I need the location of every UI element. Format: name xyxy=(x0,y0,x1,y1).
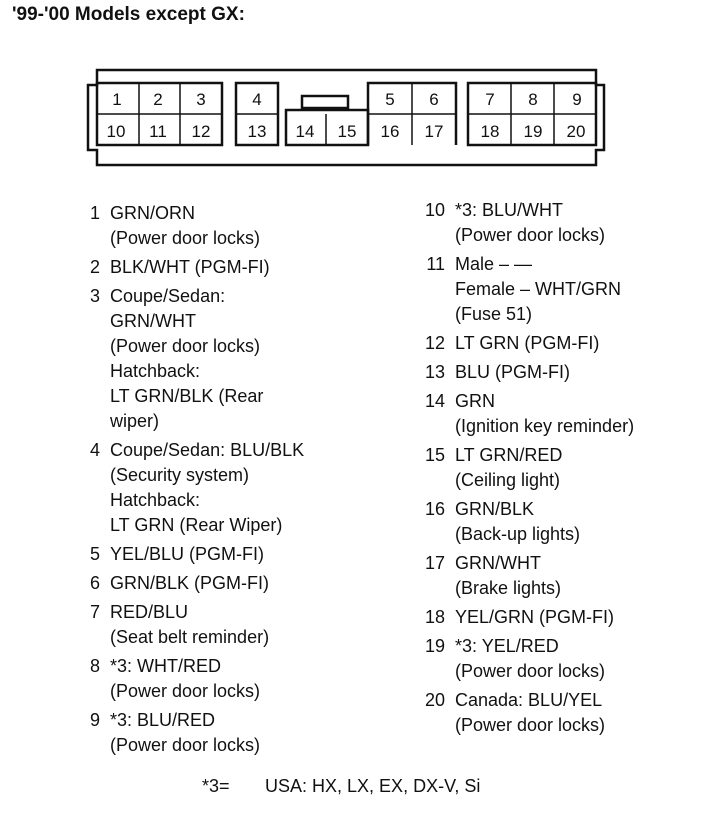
pin-entry-line: Coupe/Sedan: BLU/BLK xyxy=(110,440,305,460)
pin-entry xyxy=(425,551,710,601)
pin-entry-number: 6 xyxy=(89,573,100,593)
pin-label: 13 xyxy=(247,122,267,141)
pin-entry-line: (Ceiling light) xyxy=(455,470,561,490)
pin-entry xyxy=(80,600,400,650)
pin-entry xyxy=(425,198,710,248)
pin-entry-line: Male – — xyxy=(455,254,533,274)
pin-entry-line: (Security system) xyxy=(110,465,250,485)
pin-entry-line: GRN/WHT xyxy=(455,553,541,573)
pin-label: 5 xyxy=(385,90,395,109)
pin-label: 3 xyxy=(196,90,206,109)
pin-entry-number: 13 xyxy=(425,362,446,382)
pin-entry xyxy=(425,688,710,738)
pin-entry-number: 17 xyxy=(425,553,446,573)
pin-entry xyxy=(425,605,710,630)
pin-entry-line: (Power door locks) xyxy=(110,735,261,755)
pin-entry-line: Coupe/Sedan: xyxy=(110,286,226,306)
pin-entry-number: 4 xyxy=(89,440,100,460)
pin-entry-line: LT GRN/BLK (Rear xyxy=(110,386,264,406)
pin-list-left xyxy=(80,201,400,762)
pin-label: 18 xyxy=(480,122,500,141)
page-title: '99-'00 Models except GX: xyxy=(12,4,245,25)
pin-entry xyxy=(80,284,400,434)
pin-label: 1 xyxy=(112,90,122,109)
pin-label: 10 xyxy=(106,122,126,141)
pin-entry-number: 19 xyxy=(425,636,446,656)
pin-entry-number: 16 xyxy=(425,499,446,519)
pin-entry xyxy=(80,542,400,567)
pin-entry xyxy=(80,255,400,280)
pin-entry-line: (Ignition key reminder) xyxy=(455,416,635,436)
pin-label: 7 xyxy=(485,90,495,109)
connector-diagram xyxy=(0,0,711,200)
pin-entry-number: 8 xyxy=(89,656,100,676)
pin-entry-line: wiper) xyxy=(110,411,160,431)
pin-entry-number: 10 xyxy=(425,200,446,220)
pin-label: 9 xyxy=(572,90,582,109)
pin-entry xyxy=(425,360,710,385)
footnote xyxy=(202,776,480,797)
pin-entry-line: YEL/BLU (PGM-FI) xyxy=(110,544,265,564)
pin-entry xyxy=(425,634,710,684)
pin-entry-number: 12 xyxy=(425,333,446,353)
pin-entry-number: 7 xyxy=(89,602,100,622)
pin-entry-line: YEL/GRN (PGM-FI) xyxy=(455,607,615,627)
pin-entry xyxy=(425,252,710,327)
pin-entry-line: (Seat belt reminder) xyxy=(110,627,270,647)
pin-entry-line: BLK/WHT (PGM-FI) xyxy=(110,257,270,277)
pin-entry-line: (Brake lights) xyxy=(455,578,562,598)
pin-entry-number: 20 xyxy=(425,690,446,710)
pin-entry xyxy=(80,571,400,596)
pin-entry-line: GRN/ORN xyxy=(110,203,195,223)
pin-entry xyxy=(425,497,710,547)
pin-entry-line: *3: WHT/RED xyxy=(110,656,222,676)
pin-entry-number: 5 xyxy=(89,544,100,564)
pin-entry-line: LT GRN (PGM-FI) xyxy=(455,333,600,353)
pin-entry xyxy=(425,389,710,439)
pin-entry-line: (Power door locks) xyxy=(455,715,606,735)
footnote-key: *3= xyxy=(202,776,230,796)
pin-entry-line: Hatchback: xyxy=(110,361,201,381)
footnote-value: USA: HX, LX, EX, DX-V, Si xyxy=(265,776,481,796)
pin-label: 2 xyxy=(153,90,163,109)
pin-entry-line: Hatchback: xyxy=(110,490,201,510)
pin-entry-line: (Power door locks) xyxy=(455,661,606,681)
pin-label: 15 xyxy=(337,122,357,141)
pin-label: 20 xyxy=(566,122,586,141)
pin-entry-line: (Back-up lights) xyxy=(455,524,581,544)
pin-entry-line: GRN/WHT xyxy=(110,311,196,331)
pin-entry-number: 14 xyxy=(425,391,446,411)
pin-entry-number: 1 xyxy=(89,203,100,223)
pin-entry-line: (Power door locks) xyxy=(110,228,261,248)
pin-entry xyxy=(80,708,400,758)
pin-entry-line: (Fuse 51) xyxy=(455,304,533,324)
pin-entry xyxy=(80,201,400,251)
pin-label: 16 xyxy=(380,122,400,141)
pin-label: 11 xyxy=(149,122,167,141)
pin-entry-line: Female – WHT/GRN xyxy=(455,279,622,299)
pin-entry-number: 2 xyxy=(89,257,100,277)
pin-label: 8 xyxy=(528,90,538,109)
pin-entry xyxy=(80,654,400,704)
pin-label: 4 xyxy=(252,90,262,109)
pin-entry-line: (Power door locks) xyxy=(110,681,261,701)
pin-entry-line: GRN/BLK xyxy=(455,499,535,519)
pin-entry xyxy=(425,331,710,356)
pin-label: 12 xyxy=(191,122,211,141)
pin-entry xyxy=(80,438,400,538)
pin-entry-number: 9 xyxy=(89,710,100,730)
pin-entry-number: 15 xyxy=(425,445,446,465)
pin-list-right xyxy=(425,198,710,742)
pin-entry-line: LT GRN/RED xyxy=(455,445,563,465)
pin-label: 17 xyxy=(424,122,444,141)
pin-entry xyxy=(425,443,710,493)
pin-entry-line: *3: BLU/RED xyxy=(110,710,216,730)
pin-entry-line: RED/BLU xyxy=(110,602,189,622)
pin-label: 6 xyxy=(429,90,439,109)
pin-entry-number: 11 xyxy=(426,254,445,274)
pin-label: 19 xyxy=(523,122,543,141)
pin-entry-number: 18 xyxy=(425,607,446,627)
pin-entry-line: *3: YEL/RED xyxy=(455,636,559,656)
pin-entry-line: Canada: BLU/YEL xyxy=(455,690,603,710)
pin-entry-line: LT GRN (Rear Wiper) xyxy=(110,515,283,535)
pin-entry-line: BLU (PGM-FI) xyxy=(455,362,570,382)
pin-entry-line: GRN xyxy=(455,391,495,411)
pin-entry-line: GRN/BLK (PGM-FI) xyxy=(110,573,270,593)
pin-entry-number: 3 xyxy=(89,286,100,306)
pin-entry-line: (Power door locks) xyxy=(110,336,261,356)
pin-entry-line: *3: BLU/WHT xyxy=(455,200,564,220)
pin-entry-line: (Power door locks) xyxy=(455,225,606,245)
pin-label: 14 xyxy=(295,122,315,141)
connector-key xyxy=(302,96,348,108)
